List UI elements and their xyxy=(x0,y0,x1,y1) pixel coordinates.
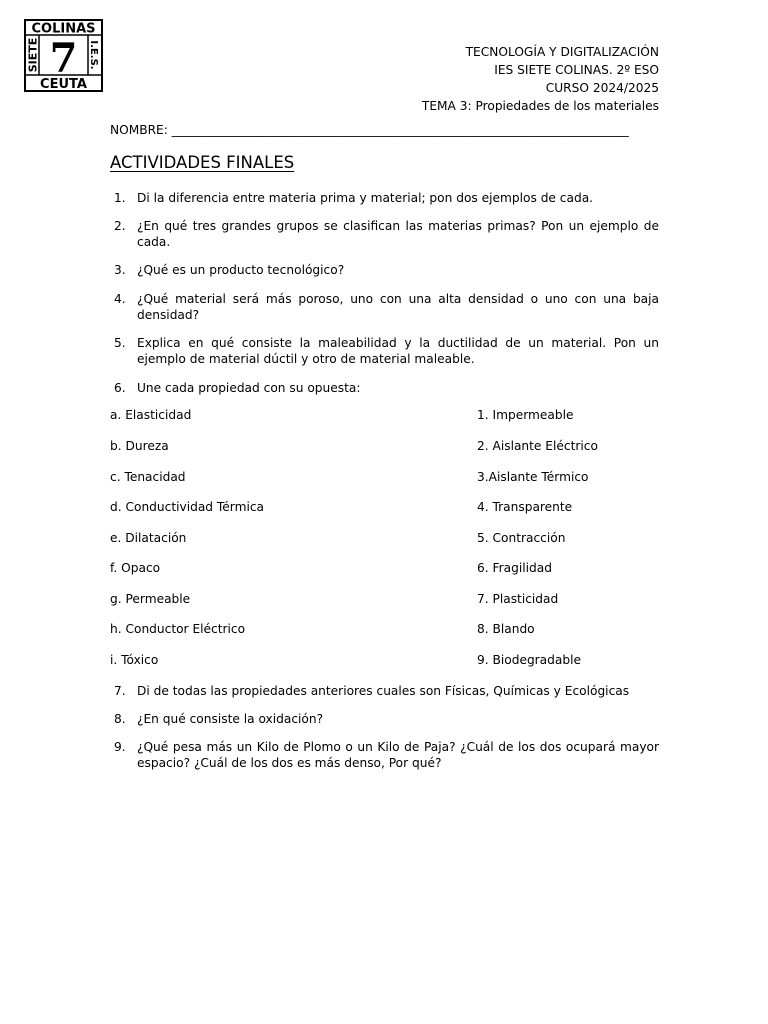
question-item xyxy=(110,380,659,396)
property-left: b. Dureza xyxy=(110,439,169,453)
page-title: ACTIVIDADES FINALES xyxy=(110,153,295,172)
question-item xyxy=(110,262,659,278)
property-right: 3.Aislante Térmico xyxy=(477,470,589,484)
question-text: Di de todas las propiedades anteriores cuales son Físicas, Químicas y Ecológicas xyxy=(137,684,630,698)
logo-bottom-text: CEUTA xyxy=(40,77,87,92)
property-right: 6. Fragilidad xyxy=(477,561,552,575)
property-left: e. Dilatación xyxy=(110,531,187,545)
question-item xyxy=(110,711,659,727)
topic-line: TEMA 3: Propiedades de los materiales xyxy=(421,99,659,113)
property-left: i. Tóxico xyxy=(110,653,159,667)
logo-top-text: COLINAS xyxy=(31,21,96,37)
question-text: ¿Qué es un producto tecnológico? xyxy=(137,263,345,277)
school-line: IES SIETE COLINAS. 2º ESO xyxy=(494,63,659,77)
property-right: 7. Plasticidad xyxy=(477,592,559,606)
question-number: 5. xyxy=(114,336,126,350)
property-right: 1. Impermeable xyxy=(477,408,574,422)
property-left: c. Tenacidad xyxy=(110,470,186,484)
question-text: Di la diferencia entre materia prima y material; pon dos ejemplos de cada. xyxy=(137,191,594,205)
question-item xyxy=(110,739,659,771)
logo-center-number: 7 xyxy=(49,35,78,82)
question-number: 4. xyxy=(114,292,126,306)
property-right: 5. Contracción xyxy=(477,531,566,545)
document-header xyxy=(422,43,659,115)
property-left: a. Elasticidad xyxy=(110,408,192,422)
property-left: h. Conductor Eléctrico xyxy=(110,622,246,636)
question-number: 1. xyxy=(114,191,126,205)
question-item xyxy=(110,335,659,367)
question-text: ¿Qué pesa más un Kilo de Plomo o un Kilo de Paja? ¿Cuál de los dos ocupará mayor espacio? ¿Cuál de los dos es más denso, Por qué? xyxy=(137,740,659,770)
question-text: ¿Qué material será más poroso, uno con una alta densidad o uno con una baja densidad? xyxy=(137,292,659,322)
name-field-line: NOMBRE: ___________________________________________________________________________ xyxy=(110,123,629,137)
school-logo xyxy=(24,19,103,92)
property-left: d. Conductividad Térmica xyxy=(110,500,265,514)
question-text: Explica en qué consiste la maleabilidad y la ductilidad de un material. Pon un ejemplo de material dúctil y otro de material maleable. xyxy=(137,336,659,366)
question-number: 7. xyxy=(114,684,126,698)
logo-right-text: I.E.S. xyxy=(88,40,99,70)
property-right: 8. Blando xyxy=(477,622,535,636)
question-number: 8. xyxy=(114,712,126,726)
property-left: f. Opaco xyxy=(110,561,161,575)
property-right: 4. Transparente xyxy=(477,500,573,514)
question-item xyxy=(110,190,659,206)
question-item xyxy=(110,291,659,323)
question-item xyxy=(110,218,659,250)
question-text: Une cada propiedad con su opuesta: xyxy=(137,381,361,395)
question-text: ¿En qué consiste la oxidación? xyxy=(137,712,324,726)
question-number: 2. xyxy=(114,219,126,233)
property-right: 2. Aislante Eléctrico xyxy=(477,439,598,453)
property-right: 9. Biodegradable xyxy=(477,653,581,667)
logo-left-text: SIETE xyxy=(26,37,40,73)
question-number: 9. xyxy=(114,740,126,754)
question-item xyxy=(110,683,659,699)
question-number: 6. xyxy=(114,381,126,395)
property-left: g. Permeable xyxy=(110,592,191,606)
question-number: 3. xyxy=(114,263,126,277)
course-line: CURSO 2024/2025 xyxy=(545,81,659,95)
question-text: ¿En qué tres grandes grupos se clasifican las materias primas? Pon un ejemplo de cada. xyxy=(137,219,659,249)
subject-line: TECNOLOGÍA Y DIGITALIZACIÓN xyxy=(465,45,659,59)
